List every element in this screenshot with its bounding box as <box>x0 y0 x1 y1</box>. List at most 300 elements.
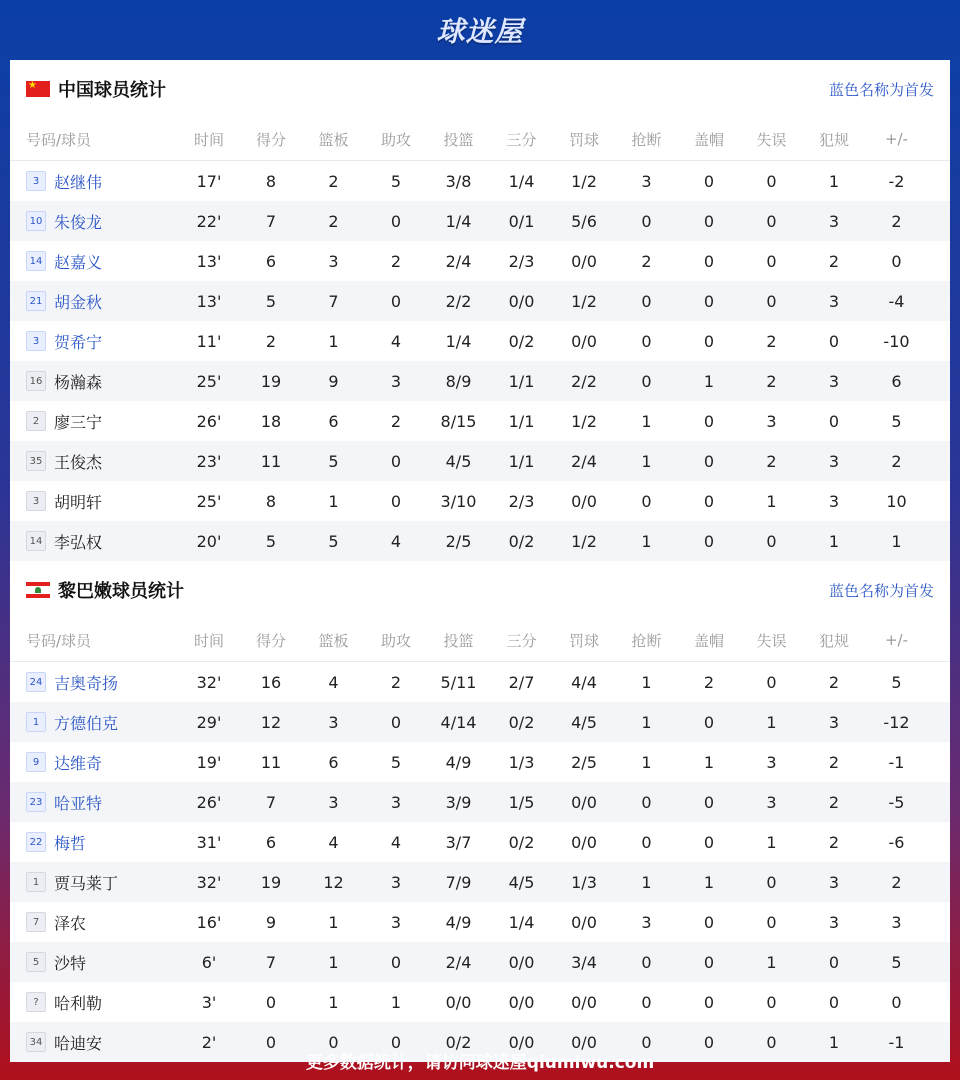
stat-cell: 0 <box>703 952 715 972</box>
stat-cell: 0 <box>766 1032 777 1052</box>
table-row <box>10 521 950 561</box>
player-name[interactable]: 哈亚特 <box>54 793 103 813</box>
stat-cell: 0/0 <box>571 1032 597 1052</box>
stat-cell: 3/4 <box>571 952 597 972</box>
player-name[interactable]: 王俊杰 <box>54 452 103 472</box>
column-header: 时间 <box>193 130 224 149</box>
stat-cell: 1 <box>641 752 652 772</box>
stat-cell: 0 <box>703 211 715 231</box>
stat-cell: 0 <box>766 531 777 551</box>
stat-cell: 1/2 <box>571 531 597 551</box>
column-header: 时间 <box>193 631 224 650</box>
stat-cell: 3' <box>201 992 217 1012</box>
stat-cell: 3 <box>766 792 777 812</box>
stat-cell: 5/11 <box>440 672 477 692</box>
player-name[interactable]: 赵嘉义 <box>54 252 103 272</box>
stat-cell: 1 <box>703 752 715 772</box>
stat-cell: 3 <box>390 792 402 812</box>
table-row <box>10 942 950 982</box>
stat-cell: 18 <box>260 411 282 431</box>
jersey-number-badge: ? <box>26 992 46 1012</box>
stat-cell: 1 <box>328 912 339 932</box>
stat-cell: 26' <box>196 792 222 812</box>
table-row <box>10 662 950 702</box>
stat-cell: 8/9 <box>445 371 472 391</box>
stat-cell: 3/9 <box>445 792 472 812</box>
stat-cell: 2 <box>766 451 777 471</box>
stat-cell: 5/6 <box>571 211 597 231</box>
stat-cell: 9 <box>265 912 277 932</box>
stat-cell: 1 <box>891 531 902 551</box>
column-header: 篮板 <box>318 130 349 149</box>
player-name[interactable]: 方德伯克 <box>54 713 119 733</box>
stat-cell: 6 <box>265 251 277 271</box>
player-cell <box>10 911 178 934</box>
stat-cell: 1 <box>641 712 652 732</box>
stat-cell: 6 <box>328 411 339 431</box>
column-header: 罚球 <box>568 130 599 149</box>
table-row <box>10 401 950 441</box>
jersey-number-badge: 23 <box>26 792 46 812</box>
stat-cell: 0/0 <box>445 992 472 1012</box>
stat-cell: 1/2 <box>571 171 597 191</box>
jersey-number-badge: 3 <box>26 171 46 191</box>
player-cell <box>10 330 178 353</box>
player-name[interactable]: 李弘权 <box>54 532 103 552</box>
stat-cell: 1 <box>766 952 777 972</box>
player-name[interactable]: 泽农 <box>54 913 87 933</box>
stat-cell: 2 <box>390 251 402 271</box>
stat-cell: 0 <box>265 992 277 1012</box>
stat-cell: 1/2 <box>571 411 597 431</box>
stat-cell: 3 <box>828 872 840 892</box>
stat-cell: 1 <box>828 1032 840 1052</box>
stat-cell: 22' <box>196 211 222 231</box>
stat-cell: 0 <box>703 992 715 1012</box>
stat-cell: 1 <box>328 952 339 972</box>
table-row <box>10 161 950 201</box>
stat-cell: 4/5 <box>445 451 472 471</box>
stat-cell: -4 <box>888 291 905 311</box>
stat-cell: 0 <box>891 992 902 1012</box>
stat-cell: 0 <box>766 211 777 231</box>
china-section-header <box>10 60 950 118</box>
stat-cell: 8 <box>265 491 277 511</box>
jersey-number-badge: 21 <box>26 291 46 311</box>
stat-cell: 0 <box>703 171 715 191</box>
stat-cell: 16' <box>196 912 222 932</box>
stat-cell: 3 <box>328 792 339 812</box>
column-header: +/- <box>884 631 909 649</box>
stat-cell: 0/0 <box>508 952 535 972</box>
stat-cell: 2/3 <box>508 251 535 271</box>
stat-cell: 13' <box>196 291 222 311</box>
stat-cell: 0 <box>703 792 715 812</box>
player-name[interactable]: 梅哲 <box>54 833 87 853</box>
player-cell <box>10 951 178 974</box>
stat-cell: 0/0 <box>508 992 535 1012</box>
column-header: 得分 <box>255 631 286 650</box>
stat-cell: 9 <box>328 371 339 391</box>
stat-cell: 1 <box>828 531 840 551</box>
stat-cell: 3/7 <box>445 832 472 852</box>
stat-cell: 4/5 <box>508 872 535 892</box>
stat-cell: 12 <box>260 712 282 732</box>
lebanon-section <box>10 561 950 1062</box>
table-row <box>10 702 950 742</box>
stat-cell: 2' <box>201 1032 217 1052</box>
stat-cell: 0/0 <box>571 992 597 1012</box>
stat-cell: 4 <box>390 331 402 351</box>
player-cell <box>10 370 178 393</box>
stat-cell: 3 <box>828 211 840 231</box>
column-header: 篮板 <box>318 631 349 650</box>
jersey-number-badge: 2 <box>26 411 46 431</box>
stat-cell: 1/4 <box>508 912 535 932</box>
stat-cell: 0 <box>265 1032 277 1052</box>
stat-cell: 3/10 <box>440 491 477 511</box>
stat-cell: 4 <box>328 832 339 852</box>
stat-cell: 6 <box>265 832 277 852</box>
stat-cell: 7 <box>328 291 339 311</box>
stat-cell: 2/2 <box>445 291 472 311</box>
player-name[interactable]: 胡明轩 <box>54 492 103 512</box>
stat-cell: 2/5 <box>445 531 472 551</box>
stat-cell: 0/1 <box>508 211 535 231</box>
stat-cell: 1/5 <box>508 792 535 812</box>
stat-cell: 2/4 <box>445 251 472 271</box>
table-row <box>10 822 950 862</box>
stat-cell: -1 <box>888 1032 905 1052</box>
table-row <box>10 361 950 401</box>
stat-cell: 31' <box>196 832 222 852</box>
jersey-number-badge: 7 <box>26 912 46 932</box>
stat-cell: 3 <box>328 712 339 732</box>
stat-cell: 0 <box>703 411 715 431</box>
jersey-number-badge: 14 <box>26 531 46 551</box>
stat-cell: 0/2 <box>508 531 535 551</box>
player-name[interactable]: 贾马莱丁 <box>54 873 119 893</box>
column-header: 犯规 <box>818 130 849 149</box>
stat-cell: 7/9 <box>445 872 472 892</box>
stat-cell: 1 <box>641 411 652 431</box>
stat-cell: 8/15 <box>440 411 477 431</box>
player-cell <box>10 871 178 894</box>
player-cell <box>10 991 178 1014</box>
stat-cell: 0 <box>641 992 652 1012</box>
stat-cell: 2/3 <box>508 491 535 511</box>
stat-cell: 1 <box>328 331 339 351</box>
stat-cell: -6 <box>888 832 905 852</box>
stat-cell: 5 <box>390 752 402 772</box>
player-name[interactable]: 吉奥奇扬 <box>54 673 119 693</box>
stat-cell: 0 <box>766 291 777 311</box>
stat-cell: 32' <box>196 872 222 892</box>
stat-cell: 2/4 <box>445 952 472 972</box>
stat-cell: 4 <box>328 672 339 692</box>
jersey-number-badge: 9 <box>26 752 46 772</box>
stat-cell: 0/2 <box>508 832 535 852</box>
stat-cell: 2 <box>828 792 840 812</box>
stat-cell: 0 <box>328 1032 339 1052</box>
stat-cell: 3 <box>828 912 840 932</box>
stat-cell: 0/2 <box>508 331 535 351</box>
stat-cell: 1 <box>766 712 777 732</box>
stat-cell: 0 <box>390 1032 402 1052</box>
stat-cell: 2 <box>828 832 840 852</box>
column-header: 犯规 <box>818 631 849 650</box>
stat-cell: -10 <box>883 331 910 351</box>
column-header: 罚球 <box>568 631 599 650</box>
column-header: 盖帽 <box>693 631 724 650</box>
stat-cell: 4/9 <box>445 752 472 772</box>
stat-cell: 2 <box>766 331 777 351</box>
starter-note: 蓝色名称为首发 <box>828 80 934 99</box>
stat-cell: 1 <box>766 491 777 511</box>
china-section-title: 中国球员统计 <box>58 80 166 101</box>
stat-cell: 17' <box>196 171 222 191</box>
stat-cell: 19 <box>260 371 282 391</box>
stat-cell: 6 <box>891 371 902 391</box>
stat-cell: 1/4 <box>445 211 472 231</box>
stat-cell: 1 <box>703 371 715 391</box>
jersey-number-badge: 34 <box>26 1032 46 1052</box>
player-cell <box>10 170 178 193</box>
stat-cell: 19' <box>196 752 222 772</box>
stat-cell: 2 <box>891 872 902 892</box>
stat-cell: 3 <box>328 251 339 271</box>
player-cell <box>10 490 178 513</box>
stat-cell: 2 <box>703 672 715 692</box>
table-row <box>10 201 950 241</box>
stat-cell: 0/0 <box>571 792 597 812</box>
stat-cell: 1/2 <box>571 291 597 311</box>
stat-cell: 5 <box>390 171 402 191</box>
stat-cell: 0 <box>641 291 652 311</box>
player-name[interactable]: 胡金秋 <box>54 292 103 312</box>
player-name[interactable]: 达维奇 <box>54 753 103 773</box>
stat-cell: 1 <box>703 872 715 892</box>
stat-cell: 2 <box>390 672 402 692</box>
stat-cell: 4/5 <box>571 712 597 732</box>
stat-cell: 0 <box>703 491 715 511</box>
jersey-number-badge: 14 <box>26 251 46 271</box>
player-name[interactable]: 哈利勒 <box>54 993 103 1013</box>
stat-cell: 0 <box>766 251 777 271</box>
stat-cell: 3 <box>766 411 777 431</box>
stat-cell: 0 <box>703 331 715 351</box>
china-column-header <box>10 118 950 161</box>
column-header: 投篮 <box>443 631 474 650</box>
stat-cell: 6 <box>328 752 339 772</box>
stat-cell: 2/5 <box>571 752 597 772</box>
player-name[interactable]: 贺希宁 <box>54 332 103 352</box>
stat-cell: 2 <box>390 411 402 431</box>
stat-cell: 1 <box>766 832 777 852</box>
stat-cell: 7 <box>265 952 277 972</box>
stat-cell: 0/0 <box>571 832 597 852</box>
stat-cell: 0 <box>390 491 402 511</box>
stat-cell: 3 <box>891 912 902 932</box>
stat-cell: 2 <box>766 371 777 391</box>
stat-cell: 13' <box>196 251 222 271</box>
player-cell <box>10 751 178 774</box>
starter-note: 蓝色名称为首发 <box>828 581 934 600</box>
table-row <box>10 862 950 902</box>
lebanon-section-title: 黎巴嫩球员统计 <box>58 581 184 602</box>
column-header: 号码/球员 <box>26 631 92 650</box>
brand-logo: 球迷屋 <box>436 15 524 48</box>
stat-cell: 0/2 <box>445 1032 472 1052</box>
lebanon-column-header <box>10 619 950 662</box>
player-name[interactable]: 沙特 <box>54 953 87 973</box>
stat-cell: 5 <box>891 672 902 692</box>
stat-cell: 26' <box>196 411 222 431</box>
player-cell <box>10 410 178 433</box>
table-row <box>10 982 950 1022</box>
stat-cell: 4 <box>390 531 402 551</box>
stat-cell: 2 <box>828 672 840 692</box>
column-header: 助攻 <box>380 130 411 149</box>
stat-cell: 4/9 <box>445 912 472 932</box>
footer-link[interactable]: 更多数据统计，请访问球迷屋qiumiwu.com <box>305 1052 655 1073</box>
stat-cell: 0 <box>641 211 652 231</box>
stat-cell: 16 <box>260 672 282 692</box>
stats-panel <box>10 60 950 1053</box>
stat-cell: -5 <box>888 792 905 812</box>
stat-cell: 0 <box>766 992 777 1012</box>
stat-cell: 0 <box>766 672 777 692</box>
stat-cell: 1/1 <box>508 451 535 471</box>
stat-cell: 1/4 <box>508 171 535 191</box>
stat-cell: 0 <box>641 952 652 972</box>
stat-cell: 2 <box>891 211 902 231</box>
stat-cell: 2 <box>828 752 840 772</box>
player-name[interactable]: 杨瀚森 <box>54 372 103 392</box>
column-header: +/- <box>884 130 909 148</box>
stat-cell: 3 <box>828 291 840 311</box>
stat-cell: 0 <box>641 331 652 351</box>
stat-cell: 3 <box>390 371 402 391</box>
jersey-number-badge: 3 <box>26 331 46 351</box>
stat-cell: 0 <box>828 952 840 972</box>
stat-cell: 1 <box>328 491 339 511</box>
jersey-number-badge: 16 <box>26 371 46 391</box>
stat-cell: 0 <box>703 451 715 471</box>
player-name[interactable]: 哈迪安 <box>54 1033 103 1053</box>
stat-cell: 11' <box>196 331 222 351</box>
player-name[interactable]: 赵继伟 <box>54 172 103 192</box>
column-header: 三分 <box>506 631 537 650</box>
stat-cell: 1/4 <box>445 331 472 351</box>
stat-cell: 3 <box>390 912 402 932</box>
stat-cell: 4/14 <box>440 712 477 732</box>
stat-cell: 0 <box>390 712 402 732</box>
player-cell <box>10 711 178 734</box>
player-name[interactable]: 朱俊龙 <box>54 212 103 232</box>
jersey-number-badge: 1 <box>26 872 46 892</box>
stat-cell: 3 <box>641 912 652 932</box>
stat-cell: 3 <box>828 491 840 511</box>
stat-cell: 3 <box>828 712 840 732</box>
table-row <box>10 742 950 782</box>
stat-cell: 3 <box>766 752 777 772</box>
stat-cell: 1 <box>828 171 840 191</box>
column-header: 得分 <box>255 130 286 149</box>
player-name[interactable]: 廖三宁 <box>54 412 103 432</box>
stat-cell: 6' <box>201 952 217 972</box>
lebanon-section-header <box>10 561 950 619</box>
stat-cell: 0 <box>828 992 840 1012</box>
stat-cell: 25' <box>196 491 222 511</box>
stat-cell: 0 <box>766 872 777 892</box>
stat-cell: 1 <box>641 451 652 471</box>
stat-cell: 0/0 <box>508 291 535 311</box>
stat-cell: 3 <box>390 872 402 892</box>
jersey-number-badge: 35 <box>26 451 46 471</box>
column-header: 抢断 <box>631 130 662 149</box>
china-section <box>10 60 950 561</box>
stat-cell: 29' <box>196 712 222 732</box>
stat-cell: 0 <box>828 411 840 431</box>
lebanon-flag-icon <box>26 582 50 598</box>
stat-cell: 10 <box>886 491 907 511</box>
stat-cell: 0 <box>641 371 652 391</box>
stat-cell: 32' <box>196 672 222 692</box>
stat-cell: 7 <box>265 792 277 812</box>
table-row <box>10 241 950 281</box>
table-row <box>10 441 950 481</box>
stat-cell: 5 <box>265 291 277 311</box>
jersey-number-badge: 22 <box>26 832 46 852</box>
player-cell <box>10 671 178 694</box>
stat-cell: 11 <box>260 451 282 471</box>
stat-cell: 0 <box>828 331 840 351</box>
stat-cell: -2 <box>888 171 905 191</box>
stat-cell: 1/3 <box>571 872 597 892</box>
stat-cell: 19 <box>260 872 282 892</box>
table-row <box>10 321 950 361</box>
stat-cell: 4/4 <box>571 672 597 692</box>
stat-cell: 12 <box>323 872 344 892</box>
stat-cell: -12 <box>883 712 910 732</box>
stat-cell: 0 <box>766 171 777 191</box>
player-cell <box>10 250 178 273</box>
stat-cell: 2 <box>328 171 339 191</box>
jersey-number-badge: 10 <box>26 211 46 231</box>
stat-cell: 2 <box>265 331 277 351</box>
stat-cell: 0/0 <box>571 331 597 351</box>
stat-cell: 0 <box>390 451 402 471</box>
stat-cell: 0 <box>703 1032 715 1052</box>
jersey-number-badge: 1 <box>26 712 46 732</box>
table-row <box>10 782 950 822</box>
column-header: 失误 <box>756 631 787 650</box>
stat-cell: 1 <box>641 531 652 551</box>
stat-cell: 1 <box>641 672 652 692</box>
stat-cell: 0/0 <box>508 1032 535 1052</box>
stat-cell: 0 <box>390 211 402 231</box>
stat-cell: 0 <box>641 792 652 812</box>
player-cell <box>10 210 178 233</box>
stat-cell: -1 <box>888 752 905 772</box>
stat-cell: 7 <box>265 211 277 231</box>
stat-cell: 0 <box>703 712 715 732</box>
stat-cell: 0/2 <box>508 712 535 732</box>
stat-cell: 0/0 <box>571 912 597 932</box>
lebanon-table-body <box>10 662 950 1062</box>
player-cell <box>10 530 178 553</box>
